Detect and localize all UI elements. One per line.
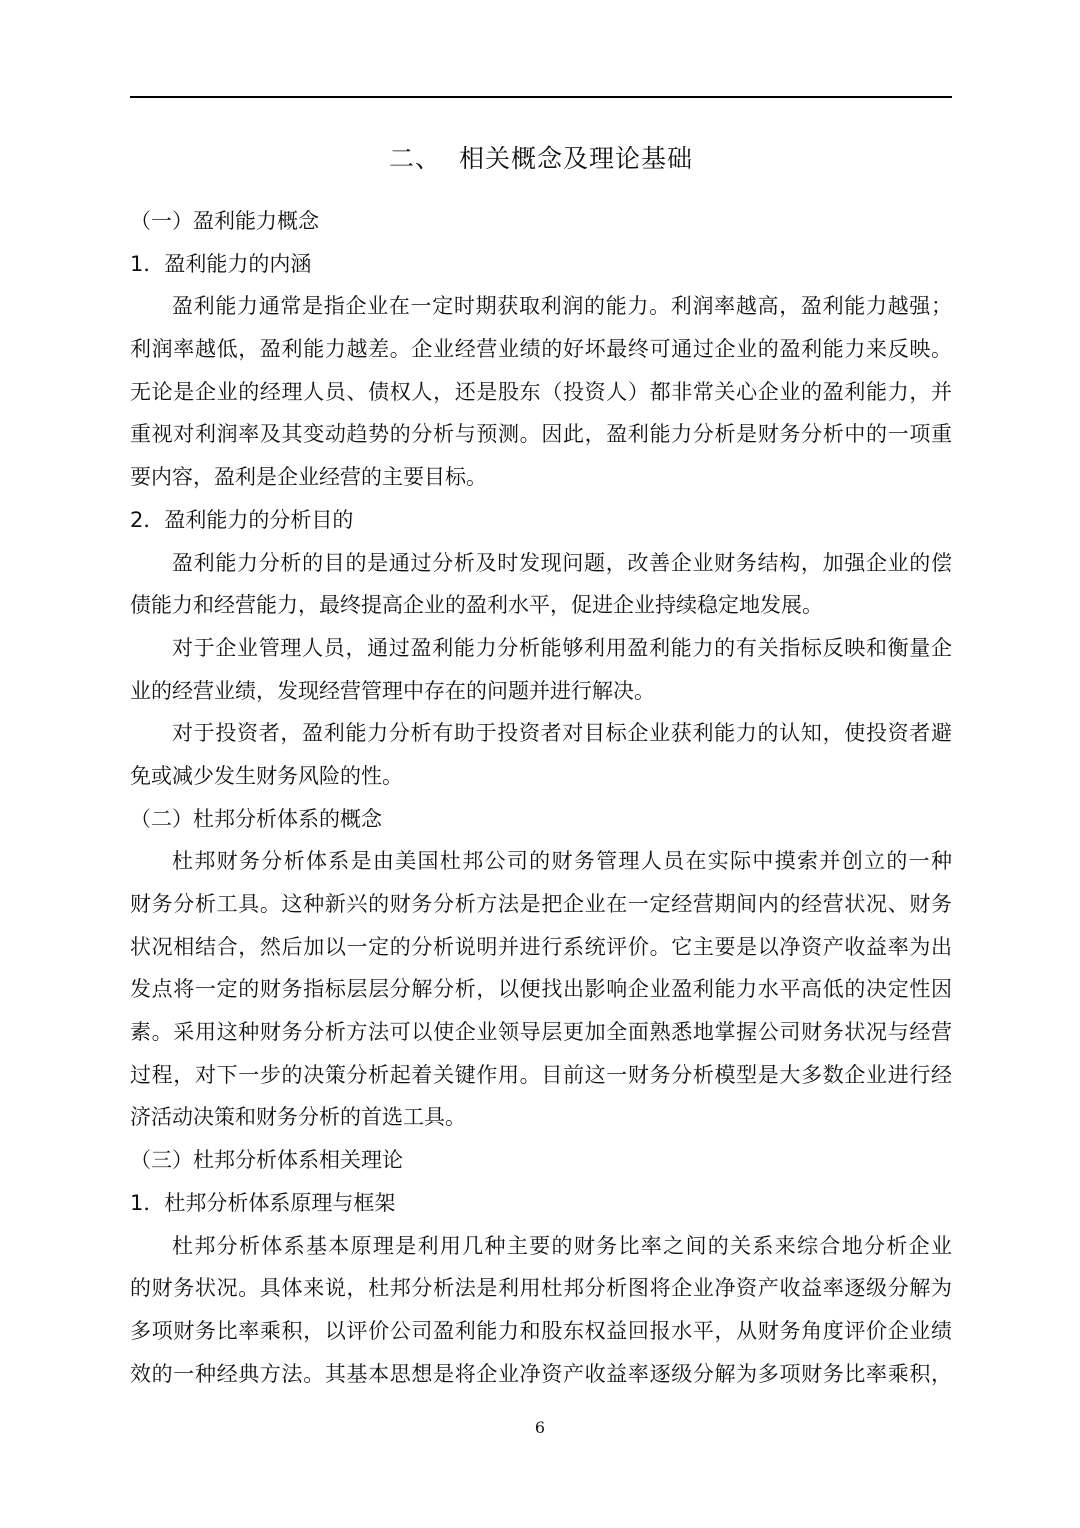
paragraph-line: 无论是企业的经理人员、债权人，还是股东（投资人）都非常关心企业的盈利能力，并 bbox=[130, 379, 952, 404]
paragraph-line: 多项财务比率乘积，以评价公司盈利能力和股东权益回报水平，从财务角度评价企业绩 bbox=[130, 1318, 952, 1343]
paragraph-line: 杜邦财务分析体系是由美国杜邦公司的财务管理人员在实际中摸索并创立的一种 bbox=[172, 849, 952, 874]
chapter-title: 二、 相关概念及理论基础 bbox=[389, 144, 693, 173]
subsection-heading: 1．杜邦分析体系原理与框架 bbox=[130, 1190, 396, 1215]
paragraph-line: 杜邦分析体系基本原理是利用几种主要的财务比率之间的关系来综合地分析企业 bbox=[172, 1233, 952, 1258]
paragraph-line: 素。采用这种财务分析方法可以使企业领导层更加全面熟悉地掌握公司财务状况与经营 bbox=[130, 1020, 952, 1045]
paragraph-line: 要内容，盈利是企业经营的主要目标。 bbox=[130, 465, 487, 490]
section-heading: （二）杜邦分析体系的概念 bbox=[130, 806, 382, 831]
paragraph-line: 状况相结合，然后加以一定的分析说明并进行系统评价。它主要是以净资产收益率为出 bbox=[130, 934, 952, 959]
paragraph-line: 济活动决策和财务分析的首选工具。 bbox=[130, 1105, 466, 1130]
paragraph-line: 债能力和经营能力，最终提高企业的盈利水平，促进企业持续稳定地发展。 bbox=[130, 593, 823, 618]
paragraph-line: 发点将一定的财务指标层层分解分析，以便找出影响企业盈利能力水平高低的决定性因 bbox=[130, 977, 952, 1002]
page-number: 6 bbox=[534, 1418, 546, 1437]
paragraph-line: 效的一种经典方法。其基本思想是将企业净资产收益率逐级分解为多项财务比率乘积， bbox=[130, 1361, 952, 1386]
paragraph-line: 的财务状况。具体来说，杜邦分析法是利用杜邦分析图将企业净资产收益率逐级分解为 bbox=[130, 1276, 952, 1301]
paragraph-line: 盈利能力分析的目的是通过分析及时发现问题，改善企业财务结构，加强企业的偿 bbox=[172, 550, 952, 575]
paragraph-line: 对于企业管理人员，通过盈利能力分析能够利用盈利能力的有关指标反映和衡量企 bbox=[172, 635, 952, 660]
header-rule bbox=[130, 96, 952, 98]
subsection-heading: 2．盈利能力的分析目的 bbox=[130, 507, 354, 532]
paragraph-line: 过程，对下一步的决策分析起着关键作用。目前这一财务分析模型是大多数企业进行经 bbox=[130, 1062, 952, 1087]
section-heading: （一）盈利能力概念 bbox=[130, 209, 319, 233]
body-text bbox=[130, 200, 952, 1395]
section-heading: （三）杜邦分析体系相关理论 bbox=[130, 1148, 403, 1173]
paragraph-line: 业的经营业绩，发现经营管理中存在的问题并进行解决。 bbox=[130, 678, 655, 703]
paragraph-line: 盈利能力通常是指企业在一定时期获取利润的能力。利润率越高，盈利能力越强； bbox=[172, 294, 952, 319]
paragraph-line: 重视对利润率及其变动趋势的分析与预测。因此，盈利能力分析是财务分析中的一项重 bbox=[130, 422, 952, 447]
paragraph-line: 免或减少发生财务风险的性。 bbox=[130, 763, 403, 788]
paragraph-line: 对于投资者，盈利能力分析有助于投资者对目标企业获利能力的认知，使投资者避 bbox=[172, 721, 952, 746]
paragraph-line: 利润率越低，盈利能力越差。企业经营业绩的好坏最终可通过企业的盈利能力来反映。 bbox=[130, 337, 952, 362]
paragraph-line: 财务分析工具。这种新兴的财务分析方法是把企业在一定经营期间内的经营状况、财务 bbox=[130, 892, 952, 916]
subsection-heading: 1．盈利能力的内涵 bbox=[130, 251, 312, 276]
